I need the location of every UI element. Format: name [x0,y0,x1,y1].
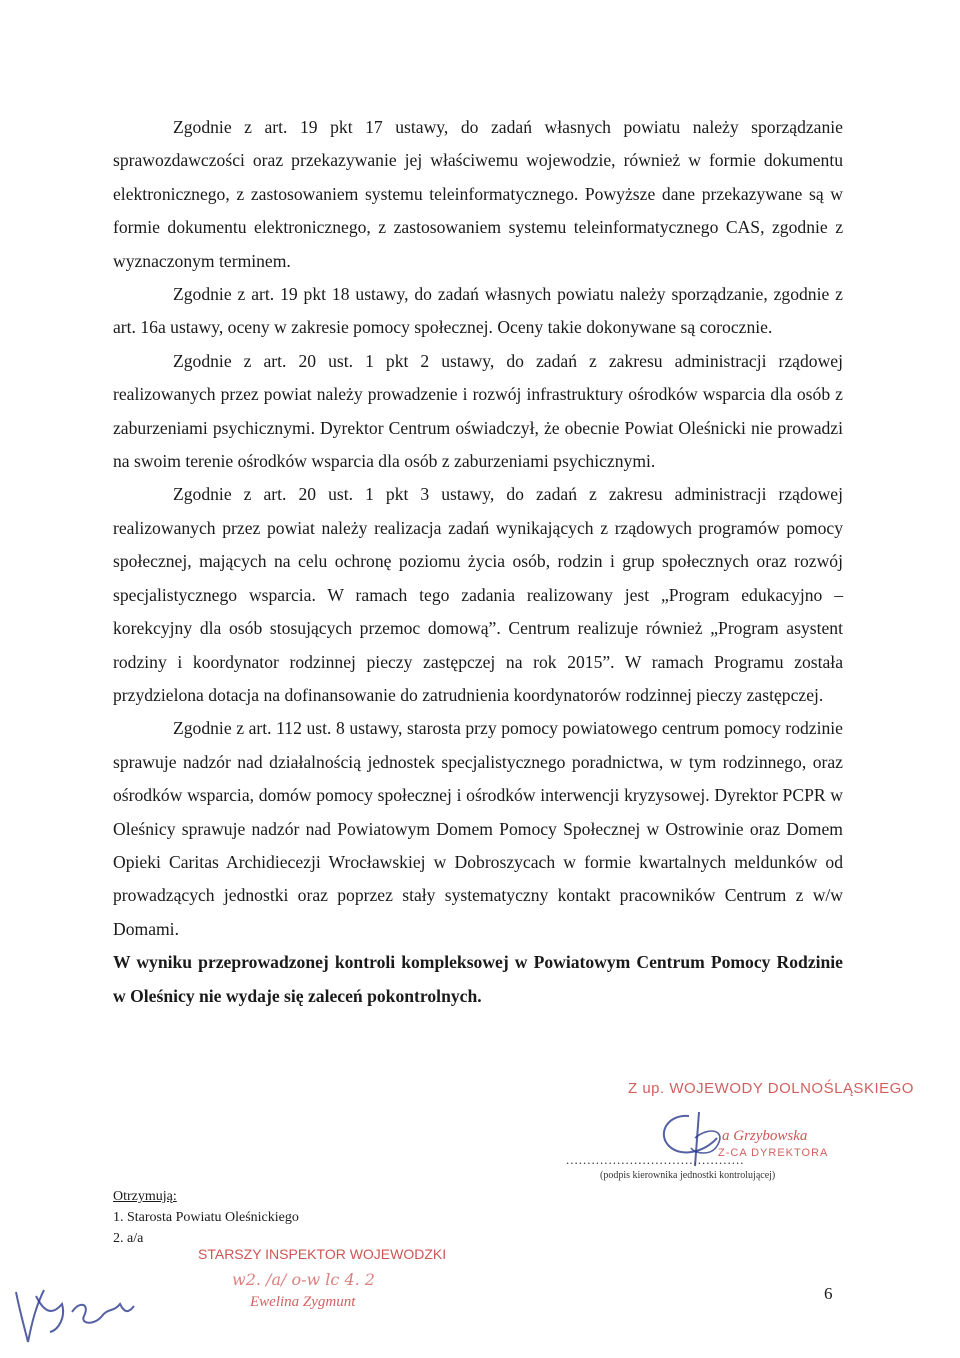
recipient-item: 2. a/a [113,1231,144,1246]
signature-stamp-role: Z-CA DYREKTORA [718,1147,829,1159]
paragraph-art112: Zgodnie z art. 112 ust. 8 ustawy, starosta przy pomocy powiatowego centrum pomocy rodzinie sprawuje nadzór nad działalnością jednostek specjalistycznego poradnictwa, w tym rodzinnego, oraz ośrodków wsparcia, domów pomocy społecznej i ośrodków interwencji kryzysowej. Dyrektor PCPR w Oleśnicy sprawuje nadzór nad Powiatowym Domem Pomocy Społecznej w Ostrowinie oraz Domem Opieki Caritas Archidiecezji Wrocławskiej w Dobroszycach w formie kwartalnych meldunków od prowadzących jednostki oraz poprzez stały systematyczny kontakt pracowników Centrum z w/w Domami. [113,718,843,939]
recipients-heading: Otrzymują: [113,1189,177,1204]
signature-line: .......................................... [566,1152,745,1167]
initials-signature [10,1282,140,1348]
signature-stamp-heading: Z up. WOJEWODY DOLNOŚLĄSKIEGO [628,1080,914,1097]
paragraph-art19-pkt17: Zgodnie z art. 19 pkt 17 ustawy, do zadań własnych powiatu należy sporządzanie sprawozdawczości oraz przekazywanie jej właściwemu wojewodzie, również w formie dokumentu elektronicznego, z zastosowaniem systemu teleinformatycznego. Powyższe dane przekazywane są w formie dokumentu elektronicznego, z zastosowaniem systemu teleinformatycznego CAS, zgodnie z wyznaczonym terminem. [113,117,843,271]
recipient-item: 1. Starosta Powiatu Oleśnickiego [113,1210,299,1225]
signature-caption: (podpis kierownika jednostki kontrolującej) [600,1170,776,1181]
inspector-stamp: STARSZY INSPEKTOR WOJEWODZKI [198,1246,447,1262]
paragraph-art19-pkt18: Zgodnie z art. 19 pkt 18 ustawy, do zadań własnych powiatu należy sporządzanie, zgodnie z art. 16a ustawy, oceny w zakresie pomocy społecznej. Oceny takie dokonywane są corocznie. [113,284,843,338]
paragraph-art20-pkt3: Zgodnie z art. 20 ust. 1 pkt 3 ustawy, do zadań z zakresu administracji rządowej realizowanych przez powiat należy realizacja zadań wynikających z rządowych programów pomocy społecznej, mających na celu ochronę poziomu życia osób, rodzin i grup społecznych oraz rozwój specjalistycznego wsparcia. W ramach tego zadania realizowany jest „Program edukacyjno – korekcyjny dla osób stosujących przemoc domową”. Centrum realizuje również „Program asystent rodziny i koordynator rodzinnej pieczy zastępczej na rok 2015”. W ramach Programu została przydzielona dotacja na dofinansowanie do zatrudnienia koordynatorów rodzinnej pieczy zastępczej. [113,484,843,705]
signature-stamp-name: a Grzybowska [722,1128,808,1144]
recipients-block [113,1186,299,1249]
page-number: 6 [824,1284,833,1303]
inspector-handwritten-note: w2. /a/ o-w lc 4. 2 [232,1270,375,1289]
inspector-name: Ewelina Zygmunt [250,1294,356,1310]
document-body [113,111,843,1013]
paragraph-art20-pkt2: Zgodnie z art. 20 ust. 1 pkt 2 ustawy, do zadań z zakresu administracji rządowej realizowanych przez powiat należy prowadzenie i rozwój infrastruktury ośrodków wsparcia dla osób z zaburzeniami psychicznymi. Dyrektor Centrum oświadczył, że obecnie Powiat Oleśnicki nie prowadzi na swoim terenie ośrodków wsparcia dla osób z zaburzeniami psychicznymi. [113,350,843,472]
conclusion: W wyniku przeprowadzonej kontroli kompleksowej w Powiatowym Centrum Pomocy Rodzinie w Oleśnicy nie wydaje się zaleceń pokontrolnych. [113,952,843,1006]
